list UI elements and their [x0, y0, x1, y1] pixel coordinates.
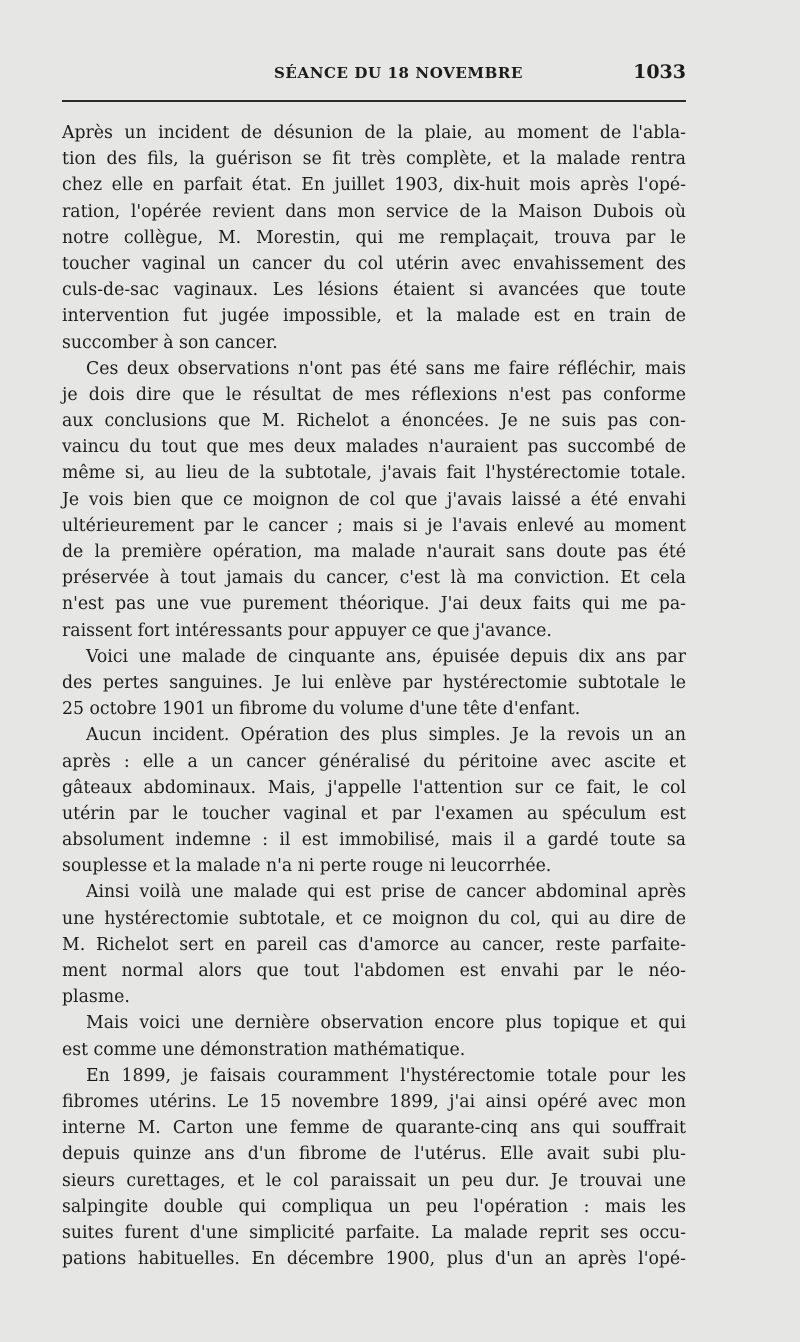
- text-line: est comme une démonstration mathématique.: [62, 1039, 466, 1060]
- text-line: une hystérectomie subtotale, et ce moignon du col, qui au dire de: [62, 908, 686, 929]
- text-line: salpingite double qui compliqua un peu l'opération : mais les: [62, 1196, 686, 1217]
- text-line: Ces deux observations n'ont pas été sans me faire réfléchir, mais: [86, 358, 686, 379]
- text-line: souplesse et la malade n'a ni perte rouge ni leucorrhée.: [62, 856, 552, 877]
- page-header: [62, 61, 686, 86]
- text-line: Je vois bien que ce moignon de col que j'avais laissé a été envahi: [62, 489, 686, 510]
- text-line: gâteaux abdominaux. Mais, j'appelle l'attention sur ce fait, le col: [62, 777, 686, 798]
- text-line: vaincu du tout que mes deux malades n'auraient pas succombé de: [62, 437, 686, 458]
- text-line: utérin par le toucher vaginal et par l'examen au spéculum est: [62, 803, 686, 824]
- text-line: raissent fort intéressants pour appuyer ce que j'avance.: [62, 620, 552, 641]
- text-line: je dois dire que le résultat de mes réflexions n'est pas conforme: [62, 384, 686, 405]
- text-line: après : elle a un cancer généralisé du péritoine avec ascite et: [62, 751, 686, 772]
- text-line: plasme.: [62, 987, 130, 1008]
- text-line: des pertes sanguines. Je lui enlève par hystérectomie subtotale le: [62, 672, 686, 693]
- text-line: n'est pas une vue purement théorique. J'ai deux faits qui me pa-: [62, 594, 686, 615]
- header-rule: [62, 100, 686, 102]
- text-line: ultérieurement par le cancer ; mais si je l'avais enlevé au moment: [62, 515, 686, 536]
- text-line: 25 octobre 1901 un fibrome du volume d'une tête d'enfant.: [62, 699, 581, 720]
- text-line: succomber à son cancer.: [62, 332, 278, 353]
- text-line: intervention fut jugée impossible, et la malade est en train de: [62, 306, 686, 327]
- text-line: depuis quinze ans d'un fibrome de l'utérus. Elle avait subi plu-: [62, 1144, 686, 1165]
- text-line: Voici une malade de cinquante ans, épuisée depuis dix ans par: [86, 646, 686, 667]
- text-line: tion des fils, la guérison se fit très complète, et la malade rentra: [62, 149, 686, 170]
- text-line: toucher vaginal un cancer du col utérin avec envahissement des: [62, 253, 686, 274]
- text-line: notre collègue, M. Morestin, qui me remplaçait, trouva par le: [62, 227, 686, 248]
- text-line: Aucun incident. Opération des plus simples. Je la revois un an: [86, 725, 686, 746]
- text-line: ment normal alors que tout l'abdomen est envahi par le néo-: [62, 961, 686, 981]
- text-line: sieurs curettages, et le col paraissait un peu dur. Je trouvai une: [62, 1170, 686, 1191]
- text-line: Mais voici une dernière observation encore plus topique et qui: [86, 1013, 686, 1034]
- text-line: pations habituelles. En décembre 1900, plus d'un an après l'opé-: [62, 1249, 686, 1270]
- text-line: fibromes utérins. Le 15 novembre 1899, j'ai ainsi opéré avec mon: [62, 1091, 686, 1112]
- page-number: 1033: [633, 61, 686, 83]
- text-line: de la première opération, ma malade n'aurait sans doute pas été: [62, 542, 686, 562]
- text-line: absolument indemne : il est immobilisé, mais il a gardé toute sa: [62, 830, 686, 851]
- text-line: interne M. Carton une femme de quarante-cinq ans qui souffrait: [62, 1118, 686, 1139]
- body-text: [62, 120, 686, 1272]
- text-line: aux conclusions que M. Richelot a énoncées. Je ne suis pas con-: [62, 411, 686, 432]
- running-title: SÉANCE DU 18 NOVEMBRE: [274, 64, 523, 82]
- text-line: Ainsi voilà une malade qui est prise de cancer abdominal après: [86, 882, 686, 903]
- text-line: préservée à tout jamais du cancer, c'est là ma conviction. Et cela: [62, 568, 686, 589]
- text-line: culs-de-sac vaginaux. Les lésions étaient si avancées que toute: [62, 280, 686, 301]
- text-line: En 1899, je faisais couramment l'hystérectomie totale pour les: [86, 1065, 686, 1086]
- text-line: suites furent d'une simplicité parfaite. La malade reprit ses occu-: [62, 1222, 686, 1243]
- text-line: chez elle en parfait état. En juillet 1903, dix-huit mois après l'opé-: [62, 175, 686, 196]
- text-line: ration, l'opérée revient dans mon service de la Maison Dubois où: [62, 201, 686, 222]
- text-line: même si, au lieu de la subtotale, j'avais fait l'hystérectomie totale.: [62, 463, 686, 484]
- text-line: M. Richelot sert en pareil cas d'amorce au cancer, reste parfaite-: [62, 934, 686, 955]
- text-line: Après un incident de désunion de la plaie, au moment de l'abla-: [62, 123, 686, 143]
